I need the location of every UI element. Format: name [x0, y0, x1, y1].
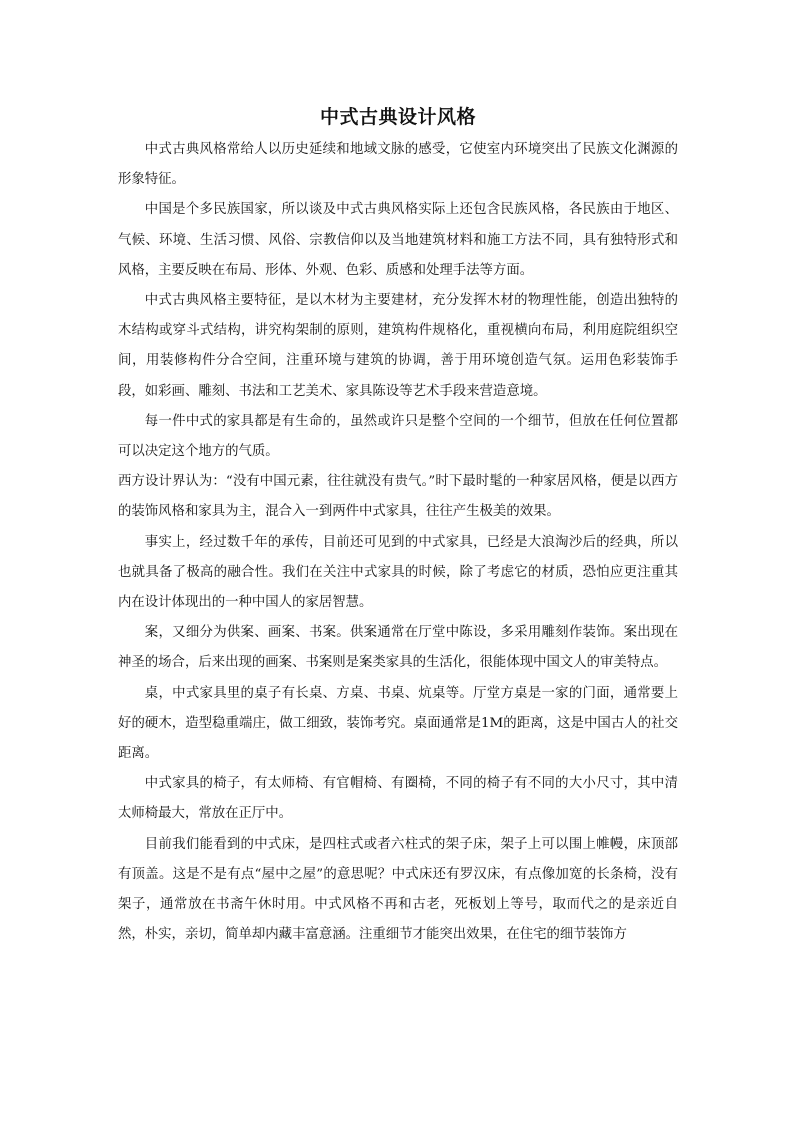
paragraph-7: 案，又细分为供案、画案、书案。供案通常在厅堂中陈设，多采用雕刻作装饰。案出现在神圣的场合，后来出现的画案、书案则是案类家具的生活化，很能体现中国文人的审美特点。 [118, 625, 678, 671]
paragraph-5: 西方设计界认为：“没有中国元素，往往就没有贵气。”时下最时髦的一种家居风格，便是以西方的装饰风格和家具为主，混合入一到两件中式家具，往往产生极美的效果。 [118, 474, 678, 520]
paragraph-6: 事实上，经过数千年的承传，目前还可见到的中式家具，已经是大浪淘沙后的经典，所以也就具备了极高的融合性。我们在关注中式家具的时候，除了考虑它的材质，恐怕应更注重其内在设计体现出的一种中国人的家居智慧。 [118, 534, 678, 611]
paragraph-8: 桌，中式家具里的桌子有长桌、方桌、书桌、炕桌等。厅堂方桌是一家的门面，通常要上好的硬木，造型稳重端庄，做工细致，装饰考究。桌面通常是1M的距离，这是中国古人的社交距离。 [118, 685, 678, 762]
paragraph-10: 目前我们能看到的中式床，是四柱式或者六柱式的架子床，架子上可以围上帷幔，床顶部有顶盖。这是不是有点“屋中之屋”的意思呢？中式床还有罗汉床，有点像加宽的长条椅，没有架子，通常放在书斋午休时用。中式风格不再和古老，死板划上等号，取而代之的是亲近自然，朴实，亲切，简单却内藏丰富意涵。注重细节才能突出效果，在住宅的细节装饰方 [118, 836, 678, 943]
document-title: 中式古典设计风格 [319, 106, 476, 128]
document-body [118, 135, 678, 950]
paragraph-4: 每一件中式的家具都是有生命的，虽然或许只是整个空间的一个细节，但放在任何位置都可以决定这个地方的气质。 [118, 413, 678, 460]
paragraph-1: 中式古典风格常给人以历史延续和地域文脉的感受，它使室内环境突出了民族文化渊源的形象特征。 [118, 142, 678, 188]
paragraph-2: 中国是个多民族国家，所以谈及中式古典风格实际上还包含民族风格，各民族由于地区、气候、环境、生活习惯、风俗、宗教信仰以及当地建筑材料和施工方法不同，具有独特形式和风格，主要反映在布局、形体、外观、色彩、质感和处理手法等方面。 [118, 202, 678, 278]
document-page [118, 102, 678, 950]
paragraph-9: 中式家具的椅子，有太师椅、有官帽椅、有圈椅，不同的椅子有不同的大小尺寸，其中清太师椅最大，常放在正厅中。 [118, 776, 678, 822]
paragraph-3: 中式古典风格主要特征，是以木材为主要建材，充分发挥木材的物理性能，创造出独特的木结构或穿斗式结构，讲究构架制的原则，建筑构件规格化，重视横向布局，利用庭院组织空间，用装修构件分合空间，注重环境与建筑的协调，善于用环境创造气氛。运用色彩装饰手段，如彩画、雕刻、书法和工艺美术、家具陈设等艺术手段来营造意境。 [118, 293, 678, 399]
